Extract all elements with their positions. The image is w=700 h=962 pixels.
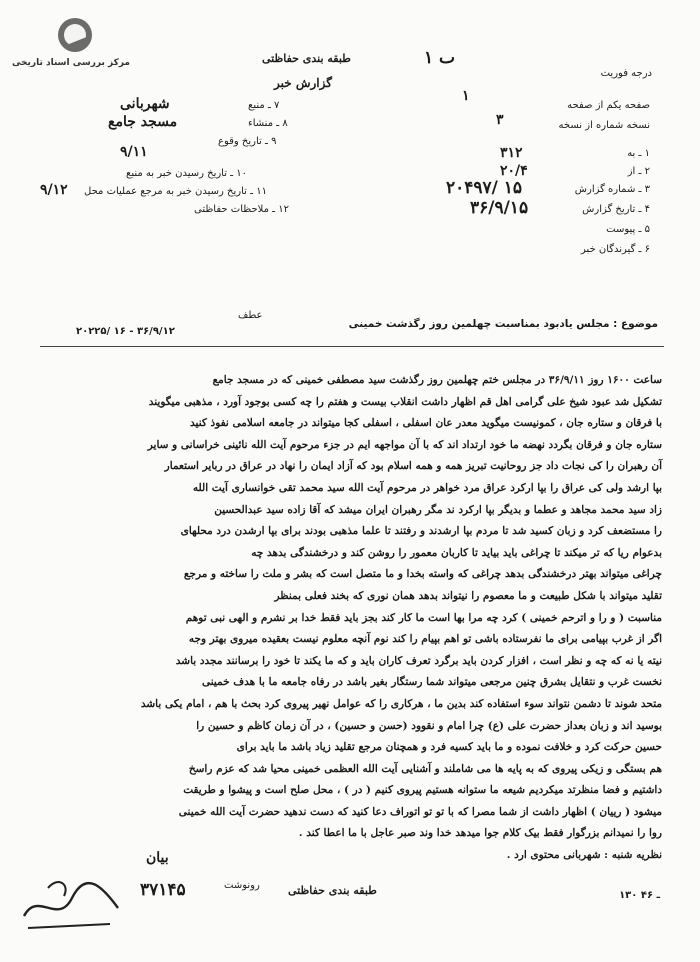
body-line: بدعوام ریا که تر میکند تا چراغی باید بیاید تا کاربان معمور را روشن کند و درخشندگی بدهد چه — [251, 546, 662, 559]
right-form-item: ۱ ـ به — [627, 148, 650, 159]
body-line: نخست غرب و نتقایل بشرق چنین مرجعی میتواند شما رستگار بغیر باشد در رفاه جامعه ما با هدف خمینی — [201, 676, 662, 689]
left-form-item: ۱۲ ـ ملاحظات حفاظتی — [194, 204, 289, 215]
copy-label: رونوشت — [224, 880, 260, 891]
left-form-item: ۱۱ ـ تاریخ رسیدن خبر به مرجع عملیات محل — [84, 186, 267, 197]
handwritten-copy: ۳ — [496, 112, 504, 128]
body-line: مناسبت ( و را و اترحم خمینی ) کرد چه مرا بها است ما کار کند بجز باید فقط خدا بر نشرم و الهی نبی توهم — [185, 611, 662, 624]
body-line: اگر از غرب بپیامی برای ما نفرستاده باشی تو اهم بپیام را کند نوم آنچه معلوم نیست بعقیده میروی بهتر وجه — [188, 633, 662, 646]
right-form-value: ۳۶/۹/۱۵ — [470, 198, 529, 218]
subject-label: موضوع — [621, 318, 658, 330]
handwritten-note: بیان — [146, 850, 169, 866]
body-line: را مستضعف کرد و زبان کسید شد تا مردم بپا ارشدند و رفتند تا علما مذهبی بودند برای بپا ارشدن درد محلهای — [180, 525, 662, 538]
right-form-item: ۶ ـ گیرندگان خبر — [580, 244, 650, 255]
body-line: با فرقان و ستاره جان ، کمونیست میگوید معدر عان اسفلی ، اسفلی کجا میتواند در جامعه اسلامی نفوذ کنید — [190, 417, 662, 430]
reference-number: ۲۰۲۲۵/ ۱۶ - ۳۶/۹/۱۲ — [76, 326, 175, 337]
body-line: تقلید میتواند با شکل طبیعت و ما معصوم را نیتواند بدهد همان نوری که بخند فعلی بمنظر — [274, 589, 662, 602]
left-form-value: مسجد جامع — [108, 114, 178, 130]
body-line: چراغی میتواند بهتر درخشندگی بدهد چراغی که واسته بخدا و ما متصل است که بشر و ملت را ساخته و مرجع — [183, 568, 662, 581]
body-line: هم بستگی و زیکی پیروی که به پایه ها می شاملند و آشنایی آیت الله العظمی خمینی محیا شد که عزم راسخ — [188, 762, 662, 775]
left-form-item: ۹ ـ تاریخ وقوع — [218, 136, 277, 147]
body-line: تشکیل شد عبود شیخ علی گرامی اهل قم اظهار داشت انقلاب بیست و هفتم را چه کسی بوجود آورد ، مذهبی میگویند — [148, 395, 662, 408]
handwritten-mark: ٮ ۱ — [424, 48, 456, 68]
body-line: نظریه شنبه : شهربانی محتوی ارد . — [506, 849, 662, 862]
body-line: حسین حرکت کرد و خلافت نموده و ما باید کسیه فرد و همچنان مرجع تقلید زیاد باشد ما باید برای — [236, 741, 662, 754]
body-line: ستاره جان و فرقان بگردد نهضه ما خود ارتداد اند که با آن مواجهه ایم در جزء مرحوم آیت الله نائینی خراسانی و سایر — [147, 438, 662, 451]
right-form-item: ۲ ـ از — [627, 166, 650, 177]
page-code: ۱۳۰ ـ ۴۶ — [619, 890, 660, 901]
body-line: بپا ارشد ولی کی عراق را بپا ارکرد عراق مرد خواهر در مرحوم آیت الله سید محمد تقی خوانساری آیت الله — [192, 481, 662, 494]
report-body — [32, 370, 662, 867]
left-form-value: ۹/۱۱ — [120, 144, 148, 160]
left-form-item: ۱۰ ـ تاریخ رسیدن خبر به منبع — [126, 168, 248, 179]
right-form-value: ۲۰۴۹۷/ ۱۵ — [446, 178, 523, 198]
copy-row: نسخه شماره از نسخه — [558, 120, 650, 131]
body-line: متحد شوند تا دشمن نتواند سوء استفاده کند بدین ما ، هرکاری را که عوامل نهیر پیروی کرد بحث با هم ، امام یکی باشد — [140, 697, 662, 710]
logo-text: مرکز بررسی اسناد تاریخی — [11, 58, 130, 68]
subject-text: مجلس یادبود بمناسبت چهلمین روز رگذشت خمینی — [348, 318, 610, 330]
left-form-value: ۹/۱۲ — [40, 182, 68, 198]
left-form-item: ۸ ـ منشاء — [248, 118, 288, 129]
body-line: بوسید اند و زبان بعداز حضرت علی (ع) چرا امام و نقوود (حسن و حسین) ، در آن زمان کاظم و حسین را — [196, 719, 662, 732]
classification-stamp: طبقه بندی حفاظتی — [288, 884, 377, 897]
right-form-item: ۴ ـ تاریخ گزارش — [582, 204, 650, 215]
right-form-value: ۳۱۲ — [500, 145, 523, 161]
archive-logo — [11, 18, 130, 76]
agency-center-label: طبقه بندی حفاظتی — [262, 52, 351, 65]
body-line: روا را نمیدانم بزرگوار فقط بیک کلام جوا میدهد خدا وند صبر عاجل با ما اعطا کند . — [298, 827, 662, 840]
body-line: نیته یا نه که چه و نظر است ، افزار کردن باید برگرد تعرف کاران باید و که ما یکند تا خود را برسانند مجدد باشد — [175, 654, 662, 667]
left-form-value: شهربانی — [120, 96, 170, 112]
signature-scribble — [18, 868, 128, 938]
body-line: آن رهبران را کی نجات داد جز روحانیت تبریز همه و همه اسلام بود که آزاد ایمان را نهاد در عراق در ربایر استعمار — [164, 460, 662, 473]
priority-label: درجه فوریت — [600, 68, 652, 79]
subject-divider — [40, 346, 664, 347]
right-form-item: ۵ ـ پیوست — [606, 224, 650, 235]
page-row: صفحه یکم از صفحه — [567, 100, 650, 111]
archive-number: ۳۷۱۴۵ — [140, 880, 186, 900]
report-title: گزارش خبر — [274, 76, 332, 90]
subject-line: موضوع : مجلس یادبود بمناسبت چهلمین روز رگذشت خمینی — [348, 318, 658, 330]
left-form-item: ۷ ـ منبع — [248, 100, 280, 111]
body-line: داشتیم و فضا منظرتد میکردیم شیعه ما ستوانه هستیم پیروی کنیم ( در ) ، محل صلح است و پیشوا و طریقت — [183, 784, 662, 797]
right-form-item: ۳ ـ شماره گزارش — [574, 184, 650, 195]
right-form-value: ۲۰/۴ — [500, 163, 528, 179]
body-line: میشود ( رییان ) اظهار داشت از شما مصرا که با تو تو اتوراف دعا کنید که دست ندهید حضرت آیت الله خمینی — [178, 805, 662, 818]
handwritten-page: ۱ — [462, 88, 470, 104]
body-line: ساعت ۱۶۰۰ روز ۳۶/۹/۱۱ در مجلس ختم چهلمین روز رگذشت سید مصطفی خمینی که در مسجد جامع — [212, 374, 662, 386]
reference-label: عطف — [238, 310, 263, 321]
body-line: زاد سید محمد مجاهد و عطما و بدیگر بپا ارکرد ند مگر رهبران ایران میشد که آقا زاده سید عبدالحسین — [214, 503, 662, 516]
